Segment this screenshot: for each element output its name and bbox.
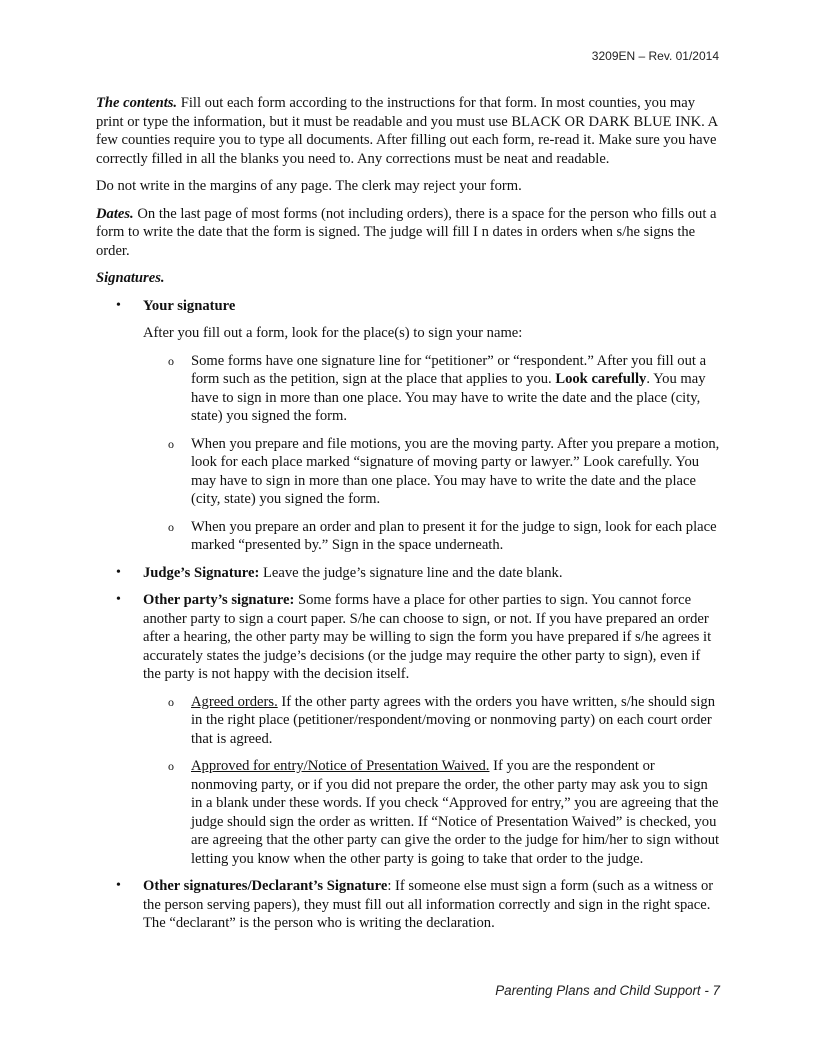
signature-subitem-2 (96, 435, 720, 509)
sub-bullet-icon: o (168, 519, 174, 534)
subitem-3-text: When you prepare an order and plan to present it for the judge to sign, look for each place marked “presented by.” Sign in the space underneath. (191, 518, 717, 553)
signature-subitem-1 (96, 352, 720, 426)
contents-text: Fill out each form according to the instructions for that form. In most counties, you may print or type the information, but it must be readable and you must use BLACK OR DARK BLUE INK. A few counties require you to type all documents. After filling out each form, re-read it. Make sure you have correctly filled in all the blanks you need to. Any corrections must be neat and readable. (96, 95, 718, 167)
bullet-icon: • (116, 297, 121, 313)
judges-signature-item (96, 564, 720, 583)
approved-entry-text: If you are the respondent or nonmoving party, or if you did not prepare the order, the other party may ask you to sign in a blank under these words. If you check “Approved for entry,” you are agreeing that the judge should sign the order as written. If “Notice of Presentation Waived” is checked, you are agreeing that the other party can give the order to the judge for him/her to sign without letting you know when the other party is going to take that order to the judge. (191, 758, 720, 867)
sub-bullet-icon: o (168, 694, 174, 709)
dates-text: On the last page of most forms (not including orders), there is a space for the person who fills out a form to write the date that the form is signed. The judge will fill I n dates in orders when s/he signs the order. (96, 205, 717, 259)
subitem-1-text-before: Some forms have one signature line for “petitioner” or “respondent.” After you fill out a form such as the petition, sign at the place that applies to you. (191, 352, 707, 387)
bullet-icon: • (116, 878, 121, 893)
your-signature-intro: After you fill out a form, look for the place(s) to sign your name: (143, 325, 523, 341)
dates-heading: Dates. (96, 205, 134, 222)
margins-paragraph: Do not write in the margins of any page. The clerk may reject your form. (96, 178, 522, 194)
your-signature-heading: Your signature (143, 297, 236, 314)
sub-bullet-icon: o (168, 436, 174, 451)
other-signatures-item (96, 877, 720, 933)
subitem-2-text: When you prepare and file motions, you are the moving party. After you prepare a motion, look for each place marked “signature of moving party or lawyer.” Look carefully. You may have to sign in more than one place. You may have to write the date and the place (city, state) you signed the form. (191, 435, 720, 507)
agreed-orders-heading: Agreed orders. (191, 693, 278, 710)
your-signature-item (96, 297, 720, 316)
sub-bullet-icon: o (168, 759, 174, 773)
bullet-icon: • (116, 564, 121, 580)
subitem-1-bold: Look carefully (555, 371, 647, 387)
other-party-item (96, 591, 720, 684)
agreed-orders-text: If the other party agrees with the orders you have written, s/he should sign in the right place (petitioner/respondent/moving or nonmoving party) on each court order that is agreed. (191, 693, 716, 747)
page-footer: Parenting Plans and Child Support - 7 (495, 983, 720, 998)
contents-paragraph (96, 94, 720, 168)
subitem-1-text-after: . You may have to sign in more than one place. You may have to write the date and the place (city, state) you signed the form. (191, 371, 706, 424)
signatures-heading: Signatures. (96, 270, 165, 286)
other-signatures-heading: Other signatures/Declarant’s Signature (143, 878, 388, 894)
contents-heading: The contents. (96, 95, 178, 111)
page-content (96, 94, 720, 942)
other-party-heading: Other party’s signature: (143, 592, 295, 608)
approved-entry-heading: Approved for entry/Notice of Presentation Waived. (191, 758, 490, 774)
bullet-icon: • (116, 592, 121, 607)
other-party-text: Some forms have a place for other parties to sign. You cannot force another party to sign a court paper. S/he can choose to sign, or not. If you have prepared an order after a hearing, the other party may be willing to sign the form you have prepared if s/he agrees it accurately states the judge’s decisions (or the judge may require the other party to sign), even if the party is not happy with the decision itself. (143, 592, 712, 682)
judges-signature-text: Leave the judge’s signature line and the date blank. (259, 564, 563, 581)
judges-signature-heading: Judge’s Signature: (143, 564, 260, 581)
signature-subitem-3 (96, 518, 720, 555)
approved-entry-subitem (96, 757, 720, 868)
form-id-header: 3209EN – Rev. 01/2014 (591, 49, 719, 63)
agreed-orders-subitem (96, 693, 720, 749)
sub-bullet-icon: o (168, 353, 174, 368)
other-signatures-text: : If someone else must sign a form (such as a witness or the person serving papers), they must fill out all information correctly and sign in the right space. The “declarant” is the person who is writing the declaration. (143, 878, 714, 931)
dates-paragraph (96, 205, 720, 261)
